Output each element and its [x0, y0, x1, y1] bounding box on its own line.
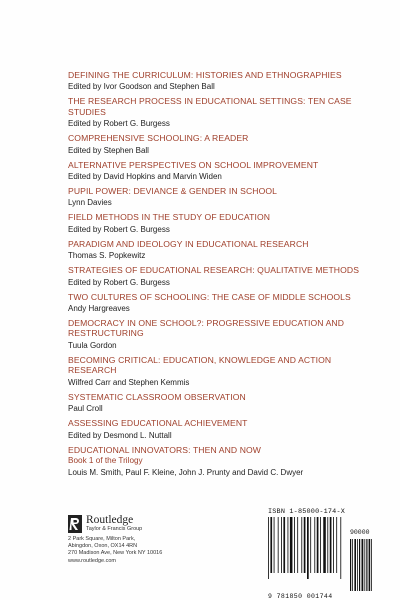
barcode-bars: [268, 517, 348, 579]
book-entry: [68, 292, 368, 314]
book-author: Edited by Stephen Ball: [68, 145, 149, 155]
barcode-bar: [301, 517, 302, 573]
barcode-bar: [336, 517, 337, 573]
book-author: Edited by David Hopkins and Marvin Widen: [68, 172, 222, 182]
publisher-logo: [68, 514, 228, 533]
barcode-bar: [320, 517, 321, 573]
book-title: DEFINING THE CURRICULUM: HISTORIES AND ETHNOGRAPHIES: [68, 70, 342, 80]
address-line: Abingdon, Oxon, OX14 4RN: [68, 543, 138, 550]
barcode-bar: [297, 517, 298, 573]
book-title: EDUCATIONAL INNOVATORS: THEN AND NOW: [68, 444, 261, 455]
address-line: 2 Park Square, Milton Park,: [68, 536, 136, 542]
book-entry: [68, 70, 368, 92]
book-title: ALTERNATIVE PERSPECTIVES ON SCHOOL IMPROVEMENT: [68, 159, 319, 170]
publisher-group: Taylor & Francis Group: [86, 526, 143, 532]
book-title: BECOMING CRITICAL: EDUCATION, KNOWLEDGE AND ACTION RESEARCH: [68, 354, 332, 376]
barcode-bar: [268, 517, 269, 579]
barcode-bar: [288, 517, 289, 573]
barcode-bar: [274, 517, 275, 573]
address-line: 270 Madison Ave, New York NY 10016: [68, 550, 163, 557]
barcode-bar: [290, 517, 293, 573]
publisher-name: Routledge: [86, 514, 134, 526]
barcode-bar: [330, 517, 332, 573]
book-author: Lynn Davies: [68, 198, 112, 208]
book-entry: [68, 418, 368, 440]
barcode-bar: [310, 517, 311, 573]
book-list: [68, 70, 368, 482]
price-code: 90000: [350, 529, 370, 536]
publisher-address: [68, 536, 228, 565]
book-title: ASSESSING EDUCATIONAL ACHIEVEMENT: [68, 418, 248, 429]
price-barcode-bars: [350, 539, 372, 591]
book-author: Wilfred Carr and Stephen Kemmis: [68, 377, 190, 387]
book-entry: [68, 96, 368, 129]
book-entry: [68, 355, 368, 388]
book-author: Edited by Desmond L. Nuttall: [68, 430, 172, 440]
book-author: Edited by Robert G. Burgess: [68, 224, 170, 234]
book-title: TWO CULTURES OF SCHOOLING: THE CASE OF MIDDLE SCHOOLS: [68, 291, 351, 302]
barcode-bar: [323, 517, 326, 573]
book-entry: [68, 133, 368, 155]
book-entry: [68, 318, 368, 351]
book-title: PUPIL POWER: DEVIANCE & GENDER IN SCHOOL: [68, 186, 278, 197]
barcode-bar: [270, 517, 272, 573]
book-title: FIELD METHODS IN THE STUDY OF EDUCATION: [68, 212, 271, 223]
book-author: Louis M. Smith, Paul F. Kleine, John J. Prunty and David C. Dwyer: [68, 467, 304, 477]
book-title: PARADIGM AND IDEOLOGY IN EDUCATIONAL RESEARCH: [68, 238, 309, 249]
book-title: THE RESEARCH PROCESS IN EDUCATIONAL SETTINGS: TEN CASE STUDIES: [68, 96, 352, 117]
book-entry: [68, 212, 368, 234]
book-title: STRATEGIES OF EDUCATIONAL RESEARCH: QUALITATIVE METHODS: [68, 265, 360, 276]
book-entry: [68, 265, 368, 287]
book-title: SYSTEMATIC CLASSROOM OBSERVATION: [68, 391, 246, 402]
publisher-block: [68, 514, 228, 565]
barcode-bar: [304, 517, 306, 573]
book-author: Andy Hargreaves: [68, 304, 130, 314]
barcode: [268, 517, 378, 600]
barcode-bar: [307, 517, 309, 579]
book-entry: [68, 239, 368, 261]
barcode-bar: [327, 517, 328, 573]
book-note: Book 1 of the Trilogy: [68, 455, 143, 465]
barcode-bar: [340, 517, 341, 579]
book-author: Edited by Robert G. Burgess: [68, 277, 170, 287]
book-title: COMPREHENSIVE SCHOOLING: A READER: [68, 133, 249, 144]
address-line: www.routledge.com: [68, 557, 116, 564]
book-entry: [68, 392, 368, 414]
barcode-bar: [294, 517, 295, 573]
barcode-block: [268, 508, 378, 600]
book-title: DEMOCRACY IN ONE SCHOOL?: PROGRESSIVE EDUCATION AND RESTRUCTURING: [68, 318, 345, 339]
barcode-bar: [314, 517, 315, 573]
barcode-bar: [283, 517, 285, 573]
barcode-bar: [317, 517, 319, 573]
isbn-label: ISBN 1-85000-174-X: [268, 508, 346, 516]
book-author: Thomas S. Popkewitz: [68, 251, 146, 261]
book-author: Edited by Ivor Goodson and Stephen Ball: [68, 82, 215, 92]
book-author: Tuula Gordon: [68, 340, 117, 350]
book-entry: [68, 445, 368, 478]
book-author: Edited by Robert G. Burgess: [68, 119, 170, 129]
barcode-bar: [281, 517, 282, 573]
barcode-bar: [333, 517, 334, 573]
barcode-number: 9 781850 001744: [268, 593, 333, 600]
routledge-logo-icon: [68, 515, 82, 533]
book-entry: [68, 160, 368, 182]
book-author: Paul Croll: [68, 404, 103, 414]
book-entry: [68, 186, 368, 208]
barcode-bar: [278, 517, 279, 573]
